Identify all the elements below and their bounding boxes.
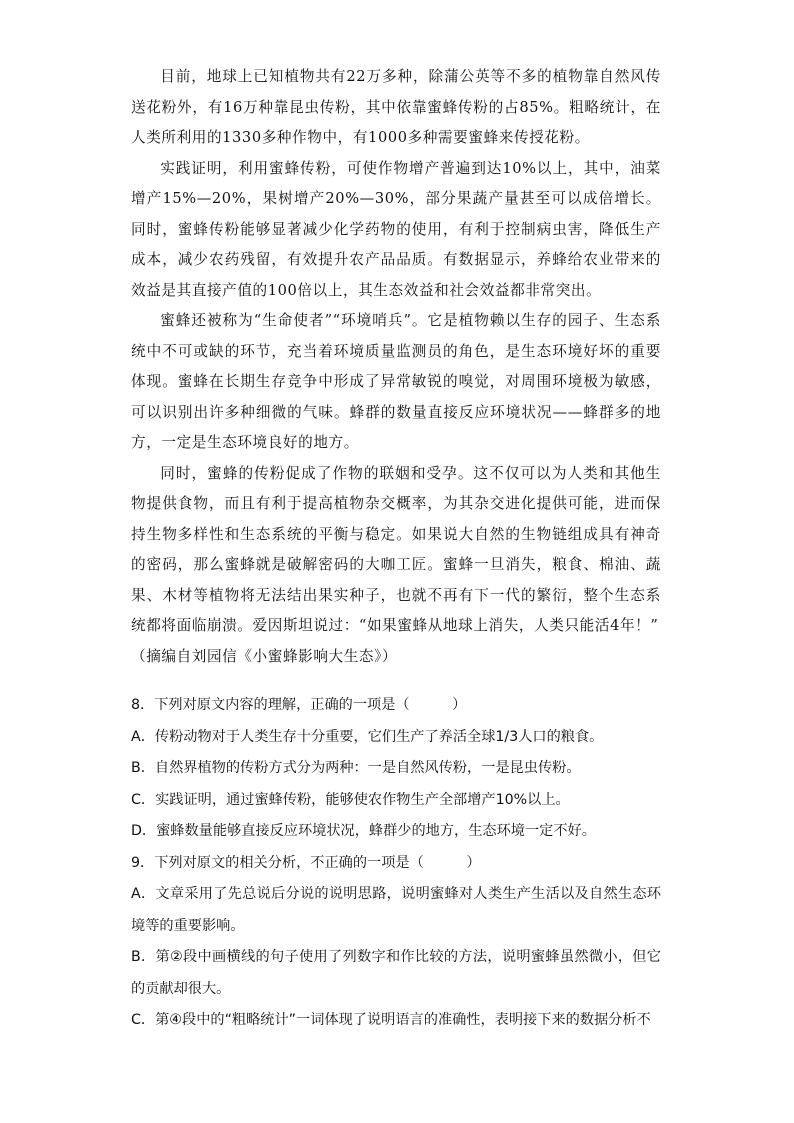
passage-paragraph-4: 同时，蜜蜂的传粉促成了作物的联姻和受孕。这不仅可以为人类和其他生物提供食物，而且有利于提高植物杂交概率，为其杂交进化提供可能，进而保持生物多样性和生态系统的平衡与稳定。如果说大自然的生物链组成具有神奇的密码，那么蜜蜂就是破解密码的大咖工匠。蜜蜂一旦消失，粮食、棉油、蔬果、木材等植物将无法结出果实种子，也就不再有下一代的繁衍，整个生态系统都将面临崩溃。爱因斯坦说过：“如果蜜蜂从地球上消失，人类只能活4年！” [131, 464, 661, 634]
question-list [131, 690, 661, 1037]
option-b: B．自然界植物的传粉方式分为两种：一是自然风传粉，一是昆虫传粉。 [131, 760, 581, 776]
question-stem: 9．下列对原文的相关分析，不正确的一项是（ ） [131, 854, 481, 871]
option-a: A．传粉动物对于人类生存十分重要，它们生产了养活全球1/3人口的粮食。 [131, 728, 604, 745]
option-d: D．蜜蜂数量能够直接反应环境状况，蜂群少的地方，生态环境一定不好。 [131, 823, 596, 839]
question-8 [131, 690, 661, 848]
option-c: C．第④段中的“粗略统计”一词体现了说明语言的准确性，表明接下来的数据分析不 [131, 1012, 651, 1028]
reading-passage [131, 62, 661, 672]
passage-paragraph-3: 蜜蜂还被称为“生命使者”“环境哨兵”。它是植物赖以生存的园子、生态系统中不可或缺的环节，充当着环境质量监测员的角色，是生态环境好坏的重要体现。蜜蜂在长期生存竞争中形成了异常敏锐的嗅觉，对周围环境极为敏感，可以识别出许多种细微的气味。蜂群的数量直接反应环境状况——蜂群多的地方，一定是生态环境良好的地方。 [131, 312, 661, 451]
passage-paragraph-2: 实践证明，利用蜜蜂传粉，可使作物增产普遍到达10%以上，其中，油菜增产15%—20%，果树增产20%—30%，部分果蔬产量甚至可以成倍增长。同时，蜜蜂传粉能够显著减少化学药物的使用，有利于控制病虫害，降低生产成本，减少农药残留，有效提升农产品品质。有数据显示，养蜂给农业带来的效益是其直接产值的100倍以上，其生态效益和社会效益都非常突出。 [131, 159, 661, 299]
option-a: A．文章采用了先总说后分说的说明思路，说明蜜蜂对人类生产生活以及自然生态环境等的重要影响。 [131, 886, 661, 934]
passage-source: （摘编自刘园信《小蜜蜂影响大生态》） [131, 647, 398, 665]
option-b: B．第②段中画横线的句子使用了列数字和作比较的方法，说明蜜蜂虽然微小，但它的贡献却很大。 [131, 949, 661, 997]
option-c: C．实践证明，通过蜜蜂传粉，能够使农作物生产全部增产10%以上。 [131, 791, 570, 808]
passage-paragraph-1: 目前，地球上已知植物共有22万多种，除蒲公英等不多的植物靠自然风传送花粉外，有16万种靠昆虫传粉，其中依靠蜜蜂传粉的占85%。粗略统计，在人类所利用的1330多种作物中，有1000多种需要蜜蜂来传授花粉。 [131, 68, 661, 146]
question-stem: 8．下列对原文内容的理解，正确的一项是（ ） [131, 697, 467, 713]
question-9 [131, 848, 661, 1037]
